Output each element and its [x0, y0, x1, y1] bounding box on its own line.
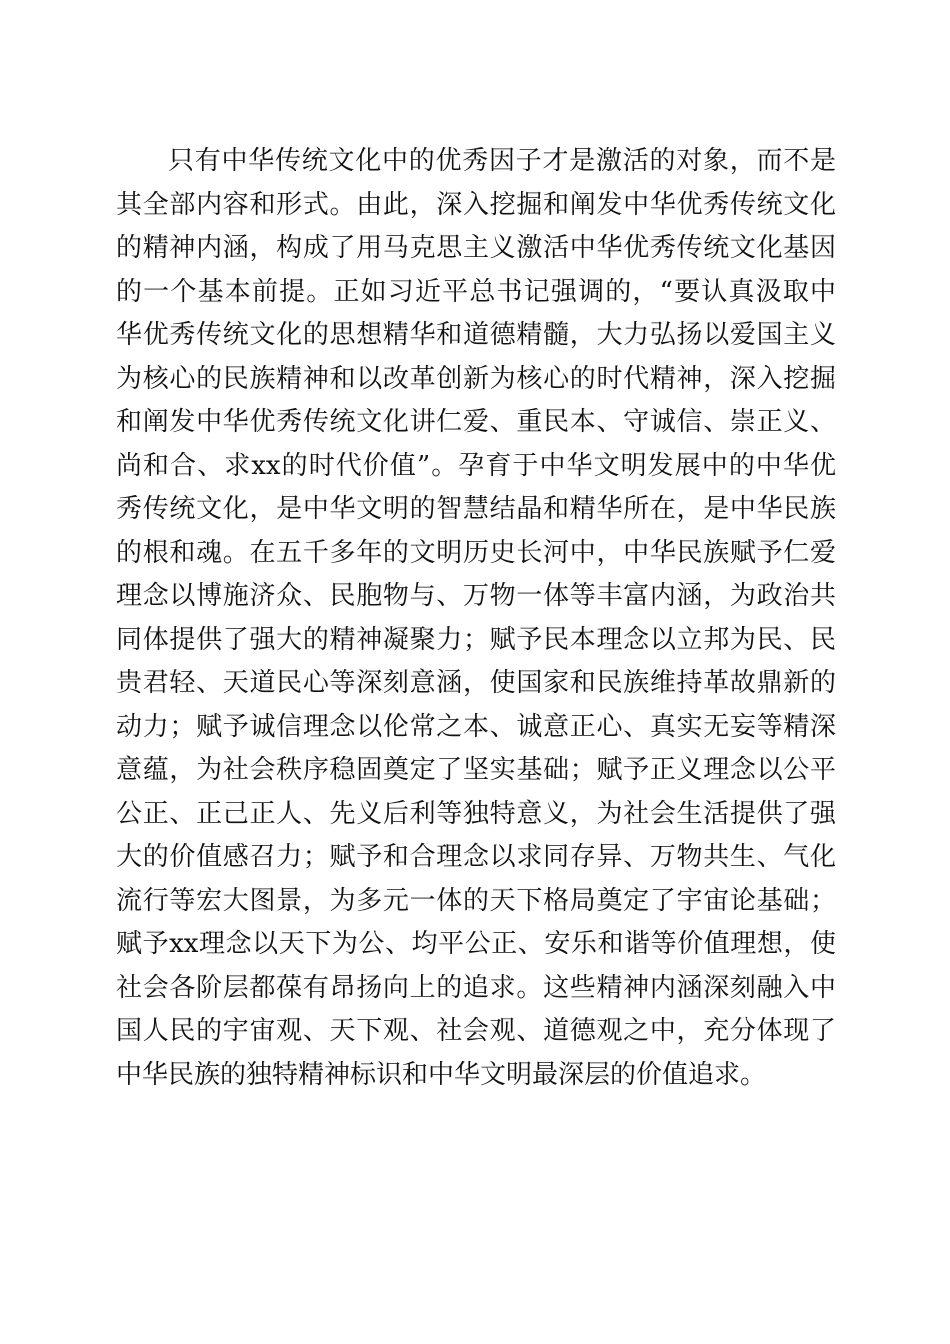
paragraph-line: 的根和魂。在五千多年的文明历史长河中，中华民族赋予仁爱	[116, 537, 836, 568]
paragraph-line: 的精神内涵，构成了用马克思主义激活中华优秀传统文化基因	[116, 233, 836, 263]
paragraph-line: 动力；赋予诚信理念以伦常之本、诚意正心、真实无妄等精深	[116, 711, 836, 742]
paragraph-line: 秀传统文化，是中华文明的智慧结晶和精华所在，是中华民族	[116, 494, 836, 524]
paragraph-line: 大的价值感召力；赋予和合理念以求同存异、万物共生、气化	[116, 842, 836, 872]
paragraph-line: 尚和合、求xx的时代价值”。孕育于中华文明发展中的中华优	[116, 450, 836, 481]
paragraph-line: 国人民的宇宙观、天下观、社会观、道德观之中，充分体现了	[116, 1016, 836, 1046]
paragraph-line: 贵君轻、天道民心等深刻意涵，使国家和民族维持革故鼎新的	[116, 668, 836, 698]
paragraph-line: 华优秀传统文化的思想精华和道德精髓，大力弘扬以爱国主义	[116, 320, 836, 350]
paragraph-line: 和阐发中华优秀传统文化讲仁爱、重民本、守诚信、崇正义、	[116, 407, 836, 437]
paragraph-line: 公正、正己正人、先义后利等独特意义，为社会生活提供了强	[116, 798, 836, 829]
paragraph-line: 只有中华传统文化中的优秀因子才是激活的对象，而不是	[168, 146, 836, 176]
paragraph-line: 意蕴，为社会秩序稳固奠定了坚实基础；赋予正义理念以公平	[116, 755, 836, 785]
paragraph-line: 流行等宏大图景，为多元一体的天下格局奠定了宇宙论基础；	[116, 885, 836, 916]
body-paragraph	[116, 140, 836, 1097]
paragraph-line: 其全部内容和形式。由此，深入挖掘和阐发中华优秀传统文化	[116, 189, 836, 220]
paragraph-line: 的一个基本前提。正如习近平总书记强调的，“要认真汲取中	[116, 276, 836, 307]
paragraph-line: 理念以博施济众、民胞物与、万物一体等丰富内涵，为政治共	[116, 581, 836, 611]
paragraph-line: 同体提供了强大的精神凝聚力；赋予民本理念以立邦为民、民	[116, 624, 836, 655]
paragraph-line: 赋予xx理念以天下为公、均平公正、安乐和谐等价值理想，使	[116, 929, 836, 959]
paragraph-line: 社会各阶层都葆有昂扬向上的追求。这些精神内涵深刻融入中	[116, 972, 836, 1003]
paragraph-line: 为核心的民族精神和以改革创新为核心的时代精神，深入挖掘	[116, 363, 836, 394]
paragraph-line: 中华民族的独特精神标识和中华文明最深层的价值追求。	[116, 1059, 767, 1090]
